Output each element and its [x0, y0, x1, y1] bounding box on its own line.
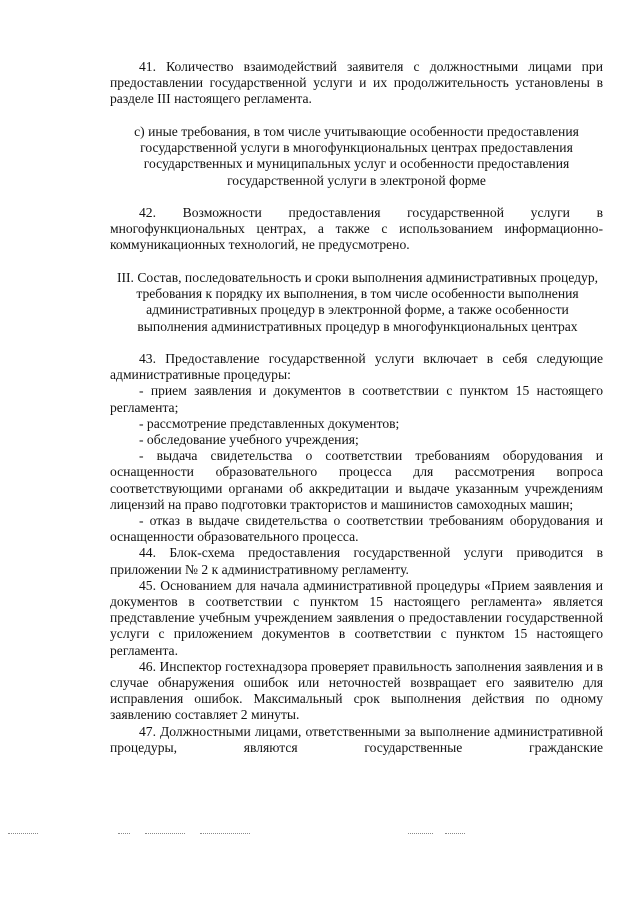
- scan-rule-mark: [445, 833, 465, 834]
- paragraph-45: 45. Основанием для начала административной процедуры «Прием заявления и документов в соответствии с пунктом 15 настоящего регламента» является представление учебным учреждением заявления о предоставлении государственной услуги с приложением документов в соответствии с пунктом 15 настоящего регламента.: [110, 577, 603, 658]
- scan-rule-mark: [8, 833, 38, 834]
- paragraph-44: 44. Блок-схема предоставления государственной услуги приводится в приложении № 2 к административному регламенту.: [110, 545, 603, 577]
- list-item: - выдача свидетельства о соответствии требованиям оборудования и оснащенности образовательного процесса для рассмотрения вопроса соответствующими органами об аккредитации и выдаче указанным учреждениям лицензий на право подготовки трактористов и машинистов самоходных машин;: [110, 448, 603, 512]
- scan-rule-mark: [145, 833, 185, 834]
- list-item: - рассмотрение представленных документов;: [139, 415, 400, 431]
- paragraph-46: 46. Инспектор гостехнадзора проверяет правильность заполнения заявления и в случае обнаружения ошибок или неточностей возвращает его заявителю для исправления ошибок. Максимальный срок выполнения действия по одному заявлению составляет 2 минуты.: [110, 658, 603, 723]
- section-3-body: [110, 351, 603, 756]
- section-heading-3: III. Состав, последовательность и сроки выполнения административных процедур, требования к порядку их выполнения, в том числе особенности выполнения административных процедур в электронной форме, а также особенности выполнения административных процедур в многофункциональных центрах: [116, 270, 599, 334]
- list-item: - прием заявления и документов в соответствии с пунктом 15 настоящего регламента;: [110, 383, 603, 415]
- paragraph-41: 41. Количество взаимодействий заявителя с должностными лицами при предоставлении государственной услуги и их продолжительность установлены в разделе III настоящего регламента.: [110, 59, 603, 107]
- scan-rule-mark: [118, 833, 130, 834]
- paragraph-42: 42. Возможности предоставления государственной услуги в многофункциональных центрах, а также с использованием информационно-коммуникационных технологий, не предусмотрено.: [110, 205, 603, 253]
- list-item: - отказ в выдаче свидетельства о соответствии требованиям оборудования и оснащенности образовательного процесса.: [110, 513, 603, 545]
- paragraph-47: 47. Должностными лицами, ответственными за выполнение административной процедуры, являются государственные гражданские: [110, 723, 603, 755]
- scan-rule-mark: [200, 833, 250, 834]
- subsection-heading-c: c) иные требования, в том числе учитывающие особенности предоставления государственной услуги в многофункциональных центрах предоставления государственных и муниципальных услуг и особенности предоставления государственной услуги в электроной форме: [134, 124, 579, 188]
- list-item: - обследование учебного учреждения;: [139, 432, 359, 448]
- paragraph-43: 43. Предоставление государственной услуги включает в себя следующие административные процедуры:: [110, 351, 603, 383]
- scan-rule-mark: [408, 833, 433, 834]
